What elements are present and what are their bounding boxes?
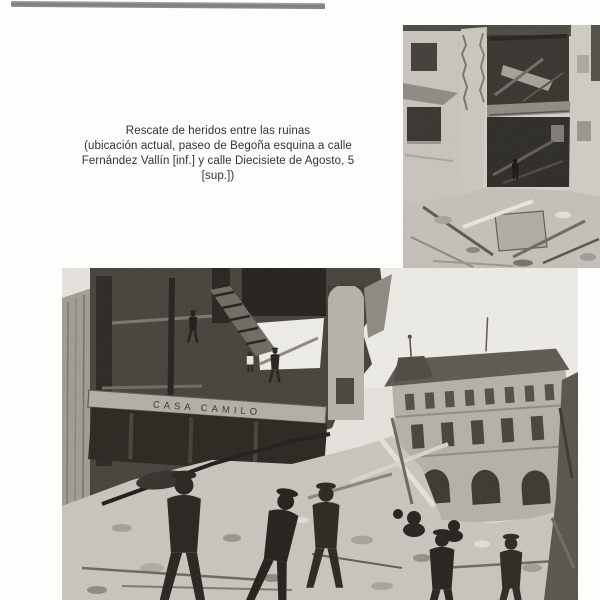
caption-line-1: Rescate de heridos entre las ruinas	[125, 125, 311, 137]
caption-line-3: Fernández Vallín [inf.] y calle Diecisiete de Agosto, 5	[81, 155, 355, 167]
top-rule-bar	[11, 1, 325, 9]
photo-street-ruins	[62, 268, 578, 600]
caption-line-4: [sup.])	[201, 170, 235, 182]
photo-ruined-building-closeup	[403, 25, 600, 268]
photo-caption	[38, 124, 398, 184]
caption-line-2: (ubicación actual, paseo de Begoña esquina a calle	[84, 140, 352, 152]
